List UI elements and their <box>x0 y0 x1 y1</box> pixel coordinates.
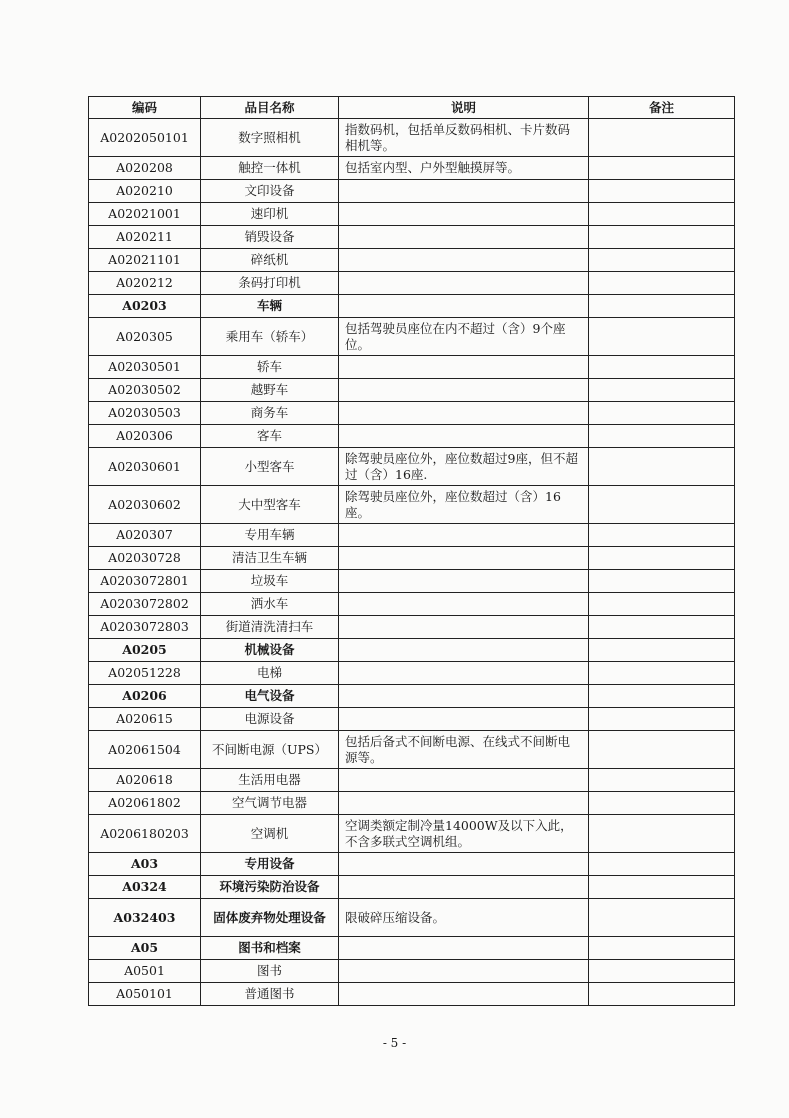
table-row <box>89 570 735 593</box>
cell-item-name: 专用设备 <box>201 853 339 876</box>
cell-code: A0206180203 <box>89 815 201 853</box>
cell-remarks <box>589 524 735 547</box>
cell-item-name: 街道清洗清扫车 <box>201 616 339 639</box>
cell-code: A02061802 <box>89 792 201 815</box>
cell-item-name: 不间断电源（UPS） <box>201 731 339 769</box>
cell-remarks <box>589 157 735 180</box>
cell-item-name: 条码打印机 <box>201 272 339 295</box>
cell-remarks <box>589 119 735 157</box>
cell-code: A02030728 <box>89 547 201 570</box>
cell-description <box>339 983 589 1006</box>
cell-remarks <box>589 425 735 448</box>
table-row <box>89 616 735 639</box>
table-row <box>89 226 735 249</box>
cell-code: A02061504 <box>89 731 201 769</box>
cell-description <box>339 616 589 639</box>
cell-item-name: 乘用车（轿车） <box>201 318 339 356</box>
cell-item-name: 普通图书 <box>201 983 339 1006</box>
cell-description: 指数码机，包括单反数码相机、卡片数码相机等。 <box>339 119 589 157</box>
header-code: 编码 <box>89 97 201 119</box>
cell-description <box>339 570 589 593</box>
table-row <box>89 685 735 708</box>
page-number: - 5 - <box>382 1036 407 1050</box>
cell-remarks <box>589 876 735 899</box>
cell-description <box>339 685 589 708</box>
cell-item-name: 销毁设备 <box>201 226 339 249</box>
table-row <box>89 356 735 379</box>
cell-item-name: 大中型客车 <box>201 486 339 524</box>
table-row <box>89 937 735 960</box>
table-row <box>89 157 735 180</box>
table-row <box>89 899 735 937</box>
cell-description: 除驾驶员座位外，座位数超过9座，但不超过（含）16座. <box>339 448 589 486</box>
cell-description: 除驾驶员座位外，座位数超过（含）16座。 <box>339 486 589 524</box>
cell-item-name: 垃圾车 <box>201 570 339 593</box>
cell-item-name: 环境污染防治设备 <box>201 876 339 899</box>
cell-remarks <box>589 593 735 616</box>
cell-code: A02030601 <box>89 448 201 486</box>
cell-description <box>339 547 589 570</box>
cell-item-name: 电源设备 <box>201 708 339 731</box>
catalog-table <box>88 96 735 1006</box>
cell-code: A02030501 <box>89 356 201 379</box>
cell-item-name: 电梯 <box>201 662 339 685</box>
cell-description: 包括后备式不间断电源、在线式不间断电源等。 <box>339 731 589 769</box>
cell-code: A02021101 <box>89 249 201 272</box>
cell-remarks <box>589 937 735 960</box>
cell-code: A02030502 <box>89 379 201 402</box>
cell-item-name: 电气设备 <box>201 685 339 708</box>
cell-code: A020306 <box>89 425 201 448</box>
cell-remarks <box>589 402 735 425</box>
cell-description <box>339 792 589 815</box>
cell-description <box>339 960 589 983</box>
table-row <box>89 249 735 272</box>
cell-description <box>339 295 589 318</box>
table-row <box>89 272 735 295</box>
table-row <box>89 708 735 731</box>
cell-remarks <box>589 448 735 486</box>
cell-remarks <box>589 226 735 249</box>
cell-remarks <box>589 547 735 570</box>
cell-description <box>339 937 589 960</box>
cell-description: 包括室内型、户外型触摸屏等。 <box>339 157 589 180</box>
cell-item-name: 触控一体机 <box>201 157 339 180</box>
cell-remarks <box>589 180 735 203</box>
cell-item-name: 生活用电器 <box>201 769 339 792</box>
cell-item-name: 洒水车 <box>201 593 339 616</box>
cell-description <box>339 708 589 731</box>
cell-item-name: 固体废弃物处理设备 <box>201 899 339 937</box>
cell-item-name: 速印机 <box>201 203 339 226</box>
cell-code: A050101 <box>89 983 201 1006</box>
cell-remarks <box>589 662 735 685</box>
table-row <box>89 815 735 853</box>
cell-remarks <box>589 616 735 639</box>
cell-code: A02021001 <box>89 203 201 226</box>
cell-code: A020305 <box>89 318 201 356</box>
cell-description <box>339 249 589 272</box>
table-row <box>89 960 735 983</box>
cell-remarks <box>589 960 735 983</box>
cell-code: A020208 <box>89 157 201 180</box>
cell-remarks <box>589 639 735 662</box>
table-row <box>89 486 735 524</box>
table-row <box>89 853 735 876</box>
cell-code: A02051228 <box>89 662 201 685</box>
cell-item-name: 轿车 <box>201 356 339 379</box>
cell-item-name: 车辆 <box>201 295 339 318</box>
cell-item-name: 专用车辆 <box>201 524 339 547</box>
cell-description: 包括驾驶员座位在内不超过（含）9个座位。 <box>339 318 589 356</box>
cell-code: A02030602 <box>89 486 201 524</box>
cell-remarks <box>589 792 735 815</box>
table-row <box>89 203 735 226</box>
cell-code: A0501 <box>89 960 201 983</box>
cell-description <box>339 639 589 662</box>
cell-remarks <box>589 983 735 1006</box>
cell-code: A0203 <box>89 295 201 318</box>
table-row <box>89 425 735 448</box>
cell-item-name: 商务车 <box>201 402 339 425</box>
cell-description <box>339 203 589 226</box>
cell-code: A0202050101 <box>89 119 201 157</box>
cell-item-name: 客车 <box>201 425 339 448</box>
table-row <box>89 524 735 547</box>
cell-code: A0324 <box>89 876 201 899</box>
cell-description: 空调类额定制冷量14000W及以下入此，不含多联式空调机组。 <box>339 815 589 853</box>
cell-item-name: 图书 <box>201 960 339 983</box>
table-row <box>89 769 735 792</box>
cell-description <box>339 402 589 425</box>
table-row <box>89 448 735 486</box>
cell-remarks <box>589 272 735 295</box>
cell-code: A05 <box>89 937 201 960</box>
cell-item-name: 文印设备 <box>201 180 339 203</box>
cell-description <box>339 662 589 685</box>
cell-item-name: 小型客车 <box>201 448 339 486</box>
cell-item-name: 机械设备 <box>201 639 339 662</box>
cell-item-name: 数字照相机 <box>201 119 339 157</box>
table-body <box>89 119 735 1006</box>
cell-code: A020212 <box>89 272 201 295</box>
cell-code: A0205 <box>89 639 201 662</box>
table-row <box>89 180 735 203</box>
cell-remarks <box>589 356 735 379</box>
cell-description <box>339 180 589 203</box>
cell-item-name: 图书和档案 <box>201 937 339 960</box>
cell-description <box>339 272 589 295</box>
table-row <box>89 792 735 815</box>
cell-remarks <box>589 203 735 226</box>
cell-code: A0206 <box>89 685 201 708</box>
cell-code: A03 <box>89 853 201 876</box>
cell-remarks <box>589 708 735 731</box>
cell-code: A020307 <box>89 524 201 547</box>
cell-code: A0203072802 <box>89 593 201 616</box>
header-item-name: 品目名称 <box>201 97 339 119</box>
cell-remarks <box>589 570 735 593</box>
table-row <box>89 119 735 157</box>
cell-description <box>339 379 589 402</box>
table-row <box>89 379 735 402</box>
cell-description <box>339 356 589 379</box>
cell-remarks <box>589 379 735 402</box>
table-row <box>89 662 735 685</box>
cell-description <box>339 593 589 616</box>
cell-code: A0203072801 <box>89 570 201 593</box>
cell-remarks <box>589 899 735 937</box>
table-header-row <box>89 97 735 119</box>
cell-code: A020211 <box>89 226 201 249</box>
cell-description <box>339 425 589 448</box>
table-row <box>89 402 735 425</box>
cell-item-name: 清洁卫生车辆 <box>201 547 339 570</box>
cell-remarks <box>589 815 735 853</box>
table-row <box>89 983 735 1006</box>
table-row <box>89 639 735 662</box>
cell-description: 限破碎压缩设备。 <box>339 899 589 937</box>
cell-code: A032403 <box>89 899 201 937</box>
cell-item-name: 越野车 <box>201 379 339 402</box>
cell-remarks <box>589 769 735 792</box>
cell-remarks <box>589 685 735 708</box>
cell-description <box>339 226 589 249</box>
cell-remarks <box>589 318 735 356</box>
table-row <box>89 731 735 769</box>
cell-description <box>339 853 589 876</box>
cell-remarks <box>589 853 735 876</box>
cell-description <box>339 524 589 547</box>
cell-code: A02030503 <box>89 402 201 425</box>
table-row <box>89 876 735 899</box>
cell-code: A020615 <box>89 708 201 731</box>
cell-item-name: 碎纸机 <box>201 249 339 272</box>
cell-description <box>339 876 589 899</box>
cell-code: A020618 <box>89 769 201 792</box>
header-remarks: 备注 <box>589 97 735 119</box>
cell-description <box>339 769 589 792</box>
table-row <box>89 593 735 616</box>
table-row <box>89 295 735 318</box>
table-row <box>89 547 735 570</box>
cell-code: A020210 <box>89 180 201 203</box>
table-row <box>89 318 735 356</box>
cell-remarks <box>589 249 735 272</box>
cell-remarks <box>589 486 735 524</box>
cell-remarks <box>589 731 735 769</box>
cell-item-name: 空气调节电器 <box>201 792 339 815</box>
cell-remarks <box>589 295 735 318</box>
cell-code: A0203072803 <box>89 616 201 639</box>
cell-item-name: 空调机 <box>201 815 339 853</box>
header-description: 说明 <box>339 97 589 119</box>
